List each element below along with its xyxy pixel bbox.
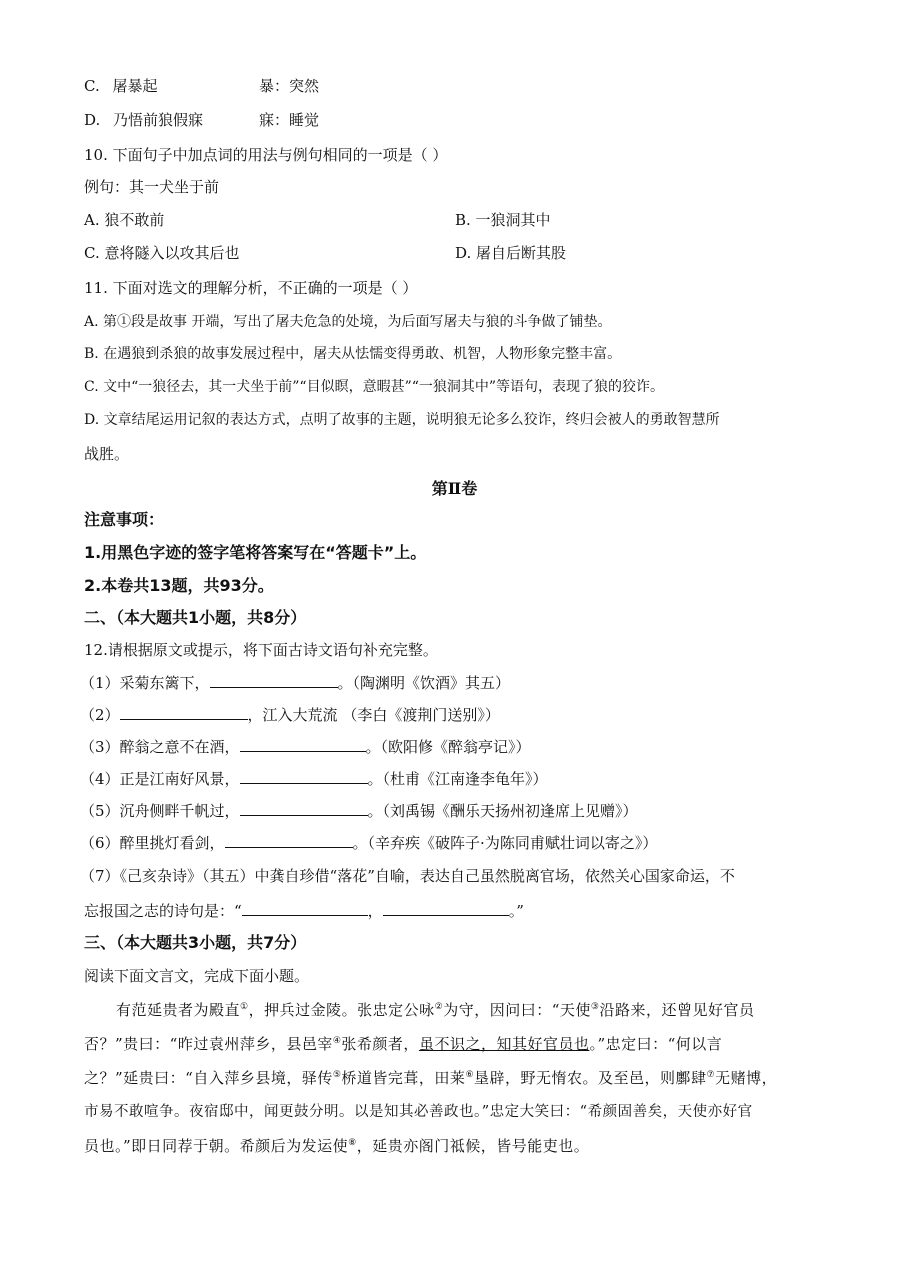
q12-line-5 — [80, 801, 638, 821]
passage-text: 为守，因问曰：“天使 — [443, 1001, 591, 1019]
q12-line-6 — [80, 833, 657, 853]
q9-option-d-phrase: 乃悟前狼假寐 — [113, 111, 204, 129]
note-marker: ③ — [590, 1002, 600, 1012]
answer-blank[interactable] — [225, 833, 353, 848]
answer-blank[interactable] — [120, 705, 248, 720]
notice-1: 1.用黑色字迹的签字笔将答案写在“答题卡”上。 — [84, 543, 427, 562]
passage-line-3 — [84, 1068, 777, 1088]
q12-line-6-source: 。（辛弃疾《破阵子·为陈同甫赋壮词以寄之》） — [352, 834, 658, 852]
note-marker: ④ — [332, 1036, 342, 1046]
note-marker: ① — [240, 1002, 249, 1012]
q11-option-d-cont: 战胜。 — [84, 445, 130, 463]
underlined-sentence: 虽不识之，知其好官员也 — [418, 1035, 590, 1053]
note-marker: ⑤ — [332, 1070, 342, 1080]
q10-option-b: B. 一狼洞其中 — [455, 211, 551, 229]
note-marker: ② — [434, 1002, 444, 1012]
part2-title: 第Ⅱ卷 — [431, 479, 478, 498]
passage-text: 有范延贵者为殿直 — [116, 1001, 241, 1019]
q12-line-4 — [80, 769, 548, 789]
q12-line-1 — [80, 673, 510, 693]
passage-text: 桥道皆完葺，田莱 — [341, 1069, 466, 1087]
q12-line-7-cont — [84, 901, 524, 921]
section3-title: 三、（本大题共3小题，共7分） — [84, 933, 307, 952]
q12-line-3-text: （3）醉翁之意不在酒， — [80, 738, 240, 756]
q11-option-a: A. 第①段是故事 开端，写出了屠夫危急的处境，为后面写屠夫与狼的斗争做了铺垫。 — [84, 314, 612, 330]
passage-line-4: 市易不敢喧争。夜宿邸中，闻更鼓分明。以是知其必善政也。”忠定大笑曰：“希颜固善矣，天使亦好官 — [84, 1104, 753, 1120]
q9-option-c-phrase: 屠暴起 — [112, 77, 158, 95]
q10-option-c: C. 意将隧入以攻其后也 — [84, 244, 240, 262]
passage-text: 张希颜者， — [341, 1035, 419, 1053]
q12-line-7: （7）《己亥杂诗》（其五）中龚自珍借“落花”自喻，表达自己虽然脱离官场，依然关心国家命运，不 — [80, 867, 735, 885]
q12-line-2 — [80, 705, 500, 725]
q12-line-2-text: （2） — [80, 706, 120, 724]
q12-line-1-text: （1）采菊东篱下， — [80, 674, 210, 692]
q9-option-c-gloss: 暴：突然 — [259, 77, 320, 95]
q12-stem: 12.请根据原文或提示，将下面古诗文语句补充完整。 — [84, 641, 438, 659]
answer-blank[interactable] — [210, 673, 338, 688]
q12-line-7-comma: ， — [367, 902, 383, 920]
q12-line-7-suffix: 。” — [508, 902, 524, 920]
passage-line-5 — [84, 1136, 589, 1156]
passage-text: 无赌博， — [715, 1069, 778, 1087]
passage-line-2 — [84, 1034, 722, 1054]
answer-blank[interactable] — [240, 737, 366, 752]
passage-text: 员也。”即日同荐于朝。希颜后为发运使 — [84, 1137, 349, 1155]
note-marker: ⑥ — [465, 1070, 475, 1080]
q10-stem: 10. 下面句子中加点词的用法与例句相同的一项是（ ） — [84, 146, 448, 164]
q9-option-c — [84, 76, 158, 96]
q9-option-d-label: D. — [84, 111, 101, 129]
q11-option-d: D. 文章结尾运用记叙的表达方式，点明了故事的主题，说明狼无论多么狡诈，终归会被人的勇敢智慧所 — [84, 412, 720, 428]
passage-text: ，延贵亦阁门祗候，皆号能吏也。 — [356, 1137, 590, 1155]
q9-option-c-text: C. — [84, 77, 100, 95]
passage-text: 之？”延贵曰：“自入萍乡县境，驿传 — [84, 1069, 333, 1087]
notice-2: 2.本卷共13题，共93分。 — [84, 576, 274, 595]
passage-line-1 — [116, 1000, 754, 1020]
q12-line-2-source: ，江入大荒流 （李白《渡荆门送别》） — [247, 706, 500, 724]
answer-blank[interactable] — [240, 769, 368, 784]
answer-blank[interactable] — [240, 801, 368, 816]
note-marker: ⑦ — [706, 1070, 716, 1080]
q9-option-d-gloss: 寐：睡觉 — [259, 111, 320, 129]
q11-option-b: B. 在遇狼到杀狼的故事发展过程中，屠夫从怯懦变得勇敢、机智，人物形象完整丰富。 — [84, 346, 622, 362]
q12-line-5-source: 。（刘禹锡《酬乐天扬州初逢席上见赠》） — [367, 802, 638, 820]
q12-line-6-text: （6）醉里挑灯看剑， — [80, 834, 225, 852]
q11-option-c: C. 文中“一狼径去，其一犬坐于前”“目似瞑，意暇甚”“一狼洞其中”等语句，表现了狼的狡诈。 — [84, 379, 665, 395]
answer-blank[interactable] — [242, 901, 368, 916]
note-marker: ⑧ — [348, 1138, 357, 1148]
q12-line-3-source: 。（欧阳修《醉翁亭记》） — [365, 738, 531, 756]
q10-option-d: D. 屠自后断其股 — [455, 244, 567, 262]
q12-line-3 — [80, 737, 531, 757]
q11-stem: 11. 下面对选文的理解分析，不正确的一项是（ ） — [84, 279, 418, 297]
q10-example: 例句：其一犬坐于前 — [84, 178, 220, 196]
passage-text: 否？”贵曰：“昨过袁州萍乡，县邑宰 — [84, 1035, 333, 1053]
section3-intro: 阅读下面文言文，完成下面小题。 — [84, 967, 310, 985]
q12-line-5-text: （5）沉舟侧畔千帆过， — [80, 802, 240, 820]
passage-text: ，押兵过金陵。张忠定公咏 — [248, 1001, 435, 1019]
passage-text: 沿路来，还曾见好官员 — [599, 1001, 755, 1019]
passage-text: 垦辟，野无惰农。及至邑，则鄽肆 — [474, 1069, 707, 1087]
q12-line-7-prefix: 忘报国之志的诗句是：“ — [84, 902, 242, 920]
q9-option-d — [84, 110, 203, 130]
q12-line-4-source: 。（杜甫《江南逢李龟年》） — [367, 770, 548, 788]
answer-blank[interactable] — [383, 901, 509, 916]
passage-text: 。”忠定曰：“何以言 — [589, 1035, 723, 1053]
q10-option-a: A. 狼不敢前 — [84, 211, 165, 229]
q12-line-4-text: （4）正是江南好风景， — [80, 770, 240, 788]
q12-line-1-source: 。（陶渊明《饮酒》其五） — [337, 674, 511, 692]
section2-title: 二、（本大题共1小题，共8分） — [84, 608, 307, 627]
notice-title: 注意事项： — [84, 510, 165, 529]
